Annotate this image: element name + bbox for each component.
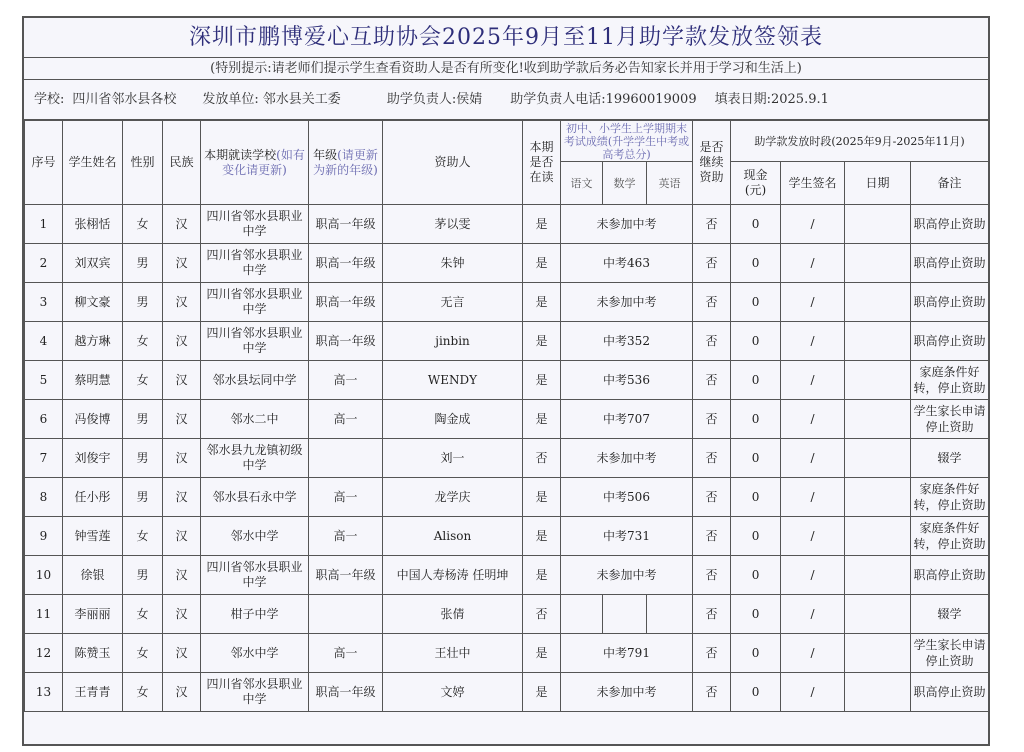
cell-name: 刘双宾 <box>63 244 123 283</box>
cell-signature: / <box>781 400 845 439</box>
cell-signature: / <box>781 244 845 283</box>
cell-school: 四川省邻水县职业中学 <box>201 322 309 361</box>
cell-no: 4 <box>25 322 63 361</box>
cell-sponsor: 陶金成 <box>383 400 523 439</box>
cell-grade: 职高一年级 <box>309 283 383 322</box>
cell-remark: 职高停止资助 <box>911 283 989 322</box>
cell-continue: 否 <box>693 205 731 244</box>
cell-grade: 高一 <box>309 517 383 556</box>
cell-enrolled: 否 <box>523 439 561 478</box>
cell-ethnic: 汉 <box>163 595 201 634</box>
cell-score: 未参加中考 <box>561 556 693 595</box>
cell-sponsor: 无言 <box>383 283 523 322</box>
cell-no: 8 <box>25 478 63 517</box>
person-value: 侯婧 <box>456 92 483 107</box>
cell-date <box>845 205 911 244</box>
cell-gender: 女 <box>123 595 163 634</box>
cell-signature: / <box>781 517 845 556</box>
header-continue: 是否继续资助 <box>693 121 731 205</box>
cell-no: 1 <box>25 205 63 244</box>
cell-remark: 职高停止资助 <box>911 322 989 361</box>
cell-ethnic: 汉 <box>163 439 201 478</box>
cell-signature: / <box>781 205 845 244</box>
cell-grade: 高一 <box>309 400 383 439</box>
cell-grade: 职高一年级 <box>309 673 383 712</box>
cell-gender: 女 <box>123 205 163 244</box>
header-signature: 学生签名 <box>781 162 845 205</box>
cell-grade: 高一 <box>309 478 383 517</box>
cell-cash: 0 <box>731 283 781 322</box>
cell-ethnic: 汉 <box>163 244 201 283</box>
cell-sponsor: 茅以雯 <box>383 205 523 244</box>
cell-ethnic: 汉 <box>163 361 201 400</box>
cell-signature: / <box>781 439 845 478</box>
cell-school: 四川省邻水县职业中学 <box>201 205 309 244</box>
cell-name: 越方琳 <box>63 322 123 361</box>
sheet-title: 深圳市鹏博爱心互助协会2025年9月至11月助学款发放签领表 <box>24 18 988 58</box>
cell-enrolled: 是 <box>523 517 561 556</box>
cell-sponsor: 中国人寿杨涛 任明坤 <box>383 556 523 595</box>
cell-ethnic: 汉 <box>163 400 201 439</box>
cell-date <box>845 439 911 478</box>
header-scores: 初中、小学生上学期期末考试成绩(升学学生中考或高考总分) <box>561 121 693 162</box>
cell-score: 中考707 <box>561 400 693 439</box>
cell-date <box>845 400 911 439</box>
cell-school: 四川省邻水县职业中学 <box>201 244 309 283</box>
cell-sponsor: 龙学庆 <box>383 478 523 517</box>
cell-no: 9 <box>25 517 63 556</box>
cell-name: 徐银 <box>63 556 123 595</box>
table-body <box>25 205 989 712</box>
cell-remark: 家庭条件好转，停止资助 <box>911 517 989 556</box>
cell-no: 12 <box>25 634 63 673</box>
cell-no: 3 <box>25 283 63 322</box>
table-row <box>25 439 989 478</box>
cell-signature: / <box>781 673 845 712</box>
cell-gender: 男 <box>123 400 163 439</box>
cell-enrolled: 是 <box>523 322 561 361</box>
header-sponsor: 资助人 <box>383 121 523 205</box>
cell-sponsor: Alison <box>383 517 523 556</box>
table-row <box>25 673 989 712</box>
cell-gender: 女 <box>123 673 163 712</box>
header-period: 助学款发放时段(2025年9月-2025年11月) <box>731 121 989 162</box>
school-label: 学校: <box>34 92 65 107</box>
cell-sponsor: 文婷 <box>383 673 523 712</box>
cell-name: 陈赞玉 <box>63 634 123 673</box>
cell-gender: 女 <box>123 322 163 361</box>
cell-continue: 否 <box>693 244 731 283</box>
cell-score: 中考506 <box>561 478 693 517</box>
header-grade <box>309 121 383 205</box>
cell-remark: 职高停止资助 <box>911 205 989 244</box>
cell-score-empty <box>647 595 693 634</box>
unit-label: 发放单位: <box>202 92 259 107</box>
cell-gender: 女 <box>123 634 163 673</box>
cell-enrolled: 是 <box>523 244 561 283</box>
cell-score: 中考731 <box>561 517 693 556</box>
header-chinese: 语文 <box>561 162 603 205</box>
person-label: 助学负责人: <box>386 92 457 107</box>
cell-grade: 职高一年级 <box>309 556 383 595</box>
cell-ethnic: 汉 <box>163 283 201 322</box>
cell-enrolled: 是 <box>523 283 561 322</box>
cell-continue: 否 <box>693 439 731 478</box>
cell-grade: 职高一年级 <box>309 244 383 283</box>
table-row <box>25 478 989 517</box>
cell-cash: 0 <box>731 361 781 400</box>
cell-continue: 否 <box>693 634 731 673</box>
table-row <box>25 400 989 439</box>
cell-remark: 辍学 <box>911 595 989 634</box>
cell-signature: / <box>781 556 845 595</box>
cell-cash: 0 <box>731 595 781 634</box>
cell-signature: / <box>781 322 845 361</box>
cell-school: 邻水县石永中学 <box>201 478 309 517</box>
cell-no: 6 <box>25 400 63 439</box>
cell-ethnic: 汉 <box>163 634 201 673</box>
cell-school: 邻水二中 <box>201 400 309 439</box>
cell-date <box>845 634 911 673</box>
cell-no: 10 <box>25 556 63 595</box>
cell-cash: 0 <box>731 517 781 556</box>
header-no: 序号 <box>25 121 63 205</box>
header-remark: 备注 <box>911 162 989 205</box>
sheet-notice: (特别提示:请老师们提示学生查看资助人是否有所变化!收到助学款后务必告知家长并用于学习和生活上) <box>24 58 988 80</box>
cell-name: 刘俊宇 <box>63 439 123 478</box>
cell-enrolled: 是 <box>523 361 561 400</box>
cell-gender: 男 <box>123 439 163 478</box>
table-row <box>25 556 989 595</box>
cell-date <box>845 673 911 712</box>
cell-continue: 否 <box>693 595 731 634</box>
cell-school: 四川省邻水县职业中学 <box>201 673 309 712</box>
cell-continue: 否 <box>693 517 731 556</box>
cell-date <box>845 517 911 556</box>
cell-school: 邻水县坛同中学 <box>201 361 309 400</box>
cell-school: 四川省邻水县职业中学 <box>201 556 309 595</box>
cell-gender: 男 <box>123 478 163 517</box>
cell-signature: / <box>781 283 845 322</box>
header-grade-hint: (请更新为新的年级) <box>313 147 378 177</box>
cell-school: 柑子中学 <box>201 595 309 634</box>
info-bar <box>24 80 988 120</box>
cell-continue: 否 <box>693 400 731 439</box>
cell-enrolled: 是 <box>523 673 561 712</box>
cell-cash: 0 <box>731 556 781 595</box>
cell-date <box>845 322 911 361</box>
date-value: 2025.9.1 <box>770 92 829 107</box>
cell-score: 中考536 <box>561 361 693 400</box>
cell-no: 5 <box>25 361 63 400</box>
cell-remark: 学生家长申请停止资助 <box>911 400 989 439</box>
cell-continue: 否 <box>693 478 731 517</box>
cell-score: 未参加中考 <box>561 283 693 322</box>
cell-school: 邻水中学 <box>201 517 309 556</box>
table-row <box>25 634 989 673</box>
cell-date <box>845 283 911 322</box>
header-cash: 现金(元) <box>731 162 781 205</box>
cell-sponsor: WENDY <box>383 361 523 400</box>
cell-continue: 否 <box>693 673 731 712</box>
cell-sponsor: jinbin <box>383 322 523 361</box>
cell-sponsor: 刘一 <box>383 439 523 478</box>
cell-cash: 0 <box>731 322 781 361</box>
cell-score: 未参加中考 <box>561 439 693 478</box>
cell-gender: 男 <box>123 556 163 595</box>
cell-grade: 职高一年级 <box>309 205 383 244</box>
cell-sponsor: 朱钟 <box>383 244 523 283</box>
cell-score-empty <box>561 595 603 634</box>
cell-ethnic: 汉 <box>163 673 201 712</box>
cell-sponsor: 王壮中 <box>383 634 523 673</box>
cell-cash: 0 <box>731 244 781 283</box>
cell-name: 钟雪莲 <box>63 517 123 556</box>
header-school <box>201 121 309 205</box>
cell-ethnic: 汉 <box>163 205 201 244</box>
table-row <box>25 517 989 556</box>
table-row <box>25 205 989 244</box>
cell-sponsor: 张倩 <box>383 595 523 634</box>
cell-enrolled: 是 <box>523 205 561 244</box>
cell-score: 中考791 <box>561 634 693 673</box>
cell-school: 邻水县九龙镇初级中学 <box>201 439 309 478</box>
cell-continue: 否 <box>693 361 731 400</box>
cell-enrolled: 是 <box>523 556 561 595</box>
table-row <box>25 283 989 322</box>
cell-remark: 家庭条件好转，停止资助 <box>911 478 989 517</box>
cell-enrolled: 是 <box>523 478 561 517</box>
cell-cash: 0 <box>731 478 781 517</box>
cell-cash: 0 <box>731 205 781 244</box>
cell-cash: 0 <box>731 400 781 439</box>
cell-grade <box>309 439 383 478</box>
cell-remark: 职高停止资助 <box>911 673 989 712</box>
cell-name: 李丽丽 <box>63 595 123 634</box>
cell-continue: 否 <box>693 556 731 595</box>
cell-school: 邻水中学 <box>201 634 309 673</box>
cell-signature: / <box>781 361 845 400</box>
cell-no: 11 <box>25 595 63 634</box>
cell-no: 7 <box>25 439 63 478</box>
cell-score: 未参加中考 <box>561 205 693 244</box>
cell-ethnic: 汉 <box>163 322 201 361</box>
header-name: 学生姓名 <box>63 121 123 205</box>
cell-score: 中考463 <box>561 244 693 283</box>
cell-name: 柳文豪 <box>63 283 123 322</box>
cell-gender: 男 <box>123 283 163 322</box>
cell-enrolled: 是 <box>523 400 561 439</box>
cell-date <box>845 556 911 595</box>
header-enrolled: 本期是否在读 <box>523 121 561 205</box>
phone-label: 助学负责人电话: <box>510 92 606 107</box>
cell-remark: 学生家长申请停止资助 <box>911 634 989 673</box>
cell-name: 冯俊博 <box>63 400 123 439</box>
cell-date <box>845 478 911 517</box>
cell-cash: 0 <box>731 673 781 712</box>
cell-gender: 女 <box>123 361 163 400</box>
cell-score: 未参加中考 <box>561 673 693 712</box>
cell-ethnic: 汉 <box>163 478 201 517</box>
cell-gender: 男 <box>123 244 163 283</box>
cell-score: 中考352 <box>561 322 693 361</box>
table-row <box>25 361 989 400</box>
phone-value: 19960019009 <box>605 92 697 107</box>
cell-date <box>845 244 911 283</box>
cell-name: 张栩恬 <box>63 205 123 244</box>
cell-cash: 0 <box>731 634 781 673</box>
header-date: 日期 <box>845 162 911 205</box>
cell-remark: 职高停止资助 <box>911 556 989 595</box>
cell-remark: 辍学 <box>911 439 989 478</box>
cell-continue: 否 <box>693 283 731 322</box>
cell-school: 四川省邻水县职业中学 <box>201 283 309 322</box>
unit-value: 邻水县关工委 <box>262 92 341 107</box>
table-row <box>25 322 989 361</box>
cell-remark: 职高停止资助 <box>911 244 989 283</box>
cell-cash: 0 <box>731 439 781 478</box>
cell-grade: 高一 <box>309 361 383 400</box>
aid-table <box>24 120 989 712</box>
header-school-hint: (如有变化请更新) <box>222 147 305 177</box>
school-value: 四川省邻水县各校 <box>72 92 177 107</box>
cell-enrolled: 是 <box>523 634 561 673</box>
cell-no: 2 <box>25 244 63 283</box>
cell-enrolled: 否 <box>523 595 561 634</box>
cell-gender: 女 <box>123 517 163 556</box>
cell-signature: / <box>781 634 845 673</box>
cell-no: 13 <box>25 673 63 712</box>
cell-signature: / <box>781 478 845 517</box>
header-gender: 性别 <box>123 121 163 205</box>
table-row <box>25 595 989 634</box>
header-school-label: 本期就读学校 <box>204 147 277 162</box>
cell-date <box>845 595 911 634</box>
cell-date <box>845 361 911 400</box>
cell-grade: 高一 <box>309 634 383 673</box>
cell-ethnic: 汉 <box>163 556 201 595</box>
cell-score-empty <box>603 595 647 634</box>
header-ethnic: 民族 <box>163 121 201 205</box>
cell-name: 王青青 <box>63 673 123 712</box>
cell-grade <box>309 595 383 634</box>
header-math: 数学 <box>603 162 647 205</box>
header-english: 英语 <box>647 162 693 205</box>
cell-name: 蔡明慧 <box>63 361 123 400</box>
cell-signature: / <box>781 595 845 634</box>
aid-sign-sheet <box>22 16 990 746</box>
cell-remark: 家庭条件好转，停止资助 <box>911 361 989 400</box>
date-label: 填表日期: <box>714 92 771 107</box>
cell-continue: 否 <box>693 322 731 361</box>
cell-name: 任小彤 <box>63 478 123 517</box>
header-grade-label: 年级 <box>313 147 338 162</box>
cell-ethnic: 汉 <box>163 517 201 556</box>
table-row <box>25 244 989 283</box>
cell-grade: 职高一年级 <box>309 322 383 361</box>
